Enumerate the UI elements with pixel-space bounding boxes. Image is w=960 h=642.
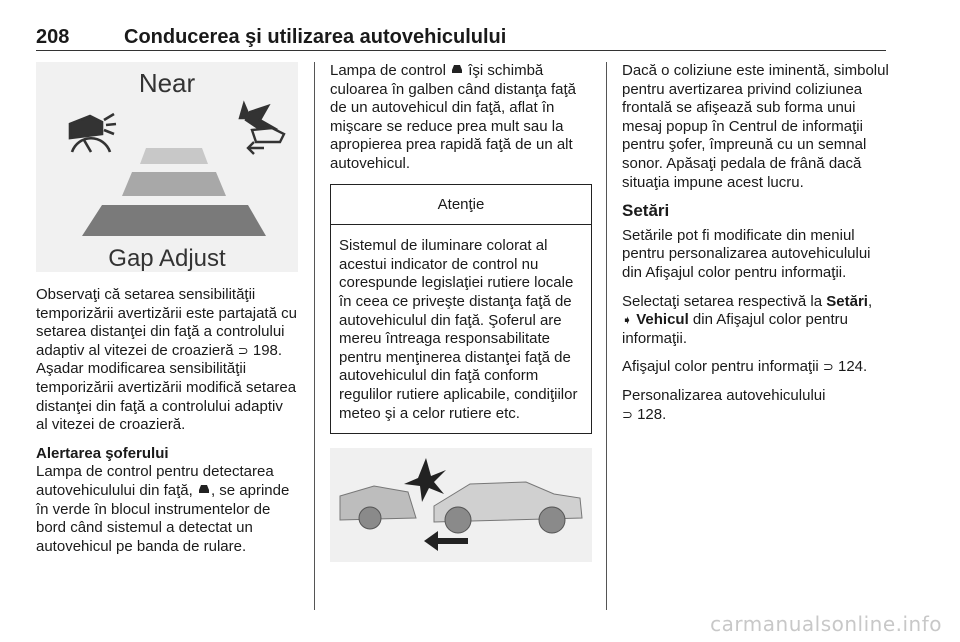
column-divider	[314, 62, 315, 610]
collision-illustration	[330, 448, 592, 562]
collision-warning-icon	[240, 104, 284, 154]
figure-top-label: Near	[138, 68, 196, 98]
paragraph-color-display-ref: Afişajul color pentru informaţii ⊃ 124.	[622, 358, 868, 376]
paragraph-select-setting: Selectaţi setarea respectivă la Setări, ➧ Vehicul din Afişajul color pentru informaţii.	[622, 292, 873, 347]
column-right	[622, 62, 890, 434]
rear-car-icon	[340, 486, 416, 529]
paragraph-settings: Setările pot fi modificate din meniul pentru personalizarea autovehiculului din Afişajul color pentru informaţii.	[622, 226, 871, 281]
gap-adjust-illustration	[36, 62, 298, 272]
paragraph-sensitivity: Observaţi că setarea sensibilităţii temporizării avertizării este partajată cu setarea distanţei din faţă a controlului adaptiv al vitezei de croazieră ⊃ 198. Aşadar modificarea sensibilităţii temporizării avertizării modifică setarea distanţei din faţă a controlului adaptiv al vitezei de croazieră.	[36, 286, 297, 434]
distance-bar-far	[82, 205, 266, 236]
page-ref: 198	[252, 341, 278, 359]
settings-heading: Setări	[622, 201, 670, 221]
paragraph-control-lamp: Lampa de control îşi schimbă culoarea în galben când distanţa faţă de un autovehicul din faţă, aflat în mişcare se reduce prea mult sau la apropierea prea rapidă faţă de un alt autovehicul.	[330, 62, 577, 172]
menu-arrow-icon: ➧	[622, 313, 633, 328]
page-ref-arrow-icon: ⊃	[237, 342, 249, 358]
page-title: Conducerea şi utilizarea autovehiculului	[124, 26, 507, 48]
collision-star-icon	[404, 458, 446, 502]
paragraph-collision: Dacă o coliziune este iminentă, simbolul pentru avertizarea privind coliziunea frontală se afişează sub forma unui mesaj popup în Centrul de informaţii pentru şofer, împreună cu un semnal sonor. Apăsaţi pedala de frână dacă situaţia impune acest lucru.	[622, 62, 889, 191]
caution-title: Atenţie	[331, 185, 591, 226]
column-middle	[330, 62, 592, 562]
figure-bottom-label: Gap Adjust	[108, 245, 226, 272]
vehicle-icon	[450, 63, 464, 75]
vehicle-icon	[197, 483, 211, 495]
caution-box	[330, 184, 592, 435]
distance-bar-mid	[122, 172, 226, 196]
page-header	[36, 24, 886, 51]
distance-bar-near	[140, 148, 208, 164]
page-number: 208	[36, 26, 70, 48]
column-left	[36, 62, 298, 566]
page-ref-arrow-icon: ⊃	[622, 406, 633, 422]
caution-text: Sistemul de iluminare colorat al acestui indicator de control nu corespunde legislaţiei rutiere locale în ceea ce priveşte distanţa faţă de autovehiculul din faţă. Şoferul are mereu întreaga responsabilitate pentru menţinerea distanţei faţă de autovehiculul din faţă conform regulilor rutiere aplicabile, condiţiilor meteo şi a celor rutiere etc.	[339, 237, 578, 422]
collision-figure	[330, 448, 592, 562]
gap-adjust-figure	[36, 62, 298, 272]
vehicle-ahead-icon	[70, 114, 116, 152]
page-ref-arrow-icon: ⊃	[822, 359, 834, 375]
paragraph-alert: Lampa de control pentru detectarea autovehiculului din faţă, , se aprinde în verde în blocul instrumentelor de bord când sistemul a detectat un autovehicul pe banda de rulare.	[36, 463, 290, 555]
front-car-icon	[434, 482, 582, 533]
arrow-left-icon	[424, 531, 468, 551]
alert-heading: Alertarea şoferului	[36, 444, 169, 462]
paragraph-personalization-ref: Personalizarea autovehiculului ⊃ 128.	[622, 386, 826, 423]
watermark: carmanualsonline.info	[710, 612, 942, 636]
column-divider	[606, 62, 607, 610]
